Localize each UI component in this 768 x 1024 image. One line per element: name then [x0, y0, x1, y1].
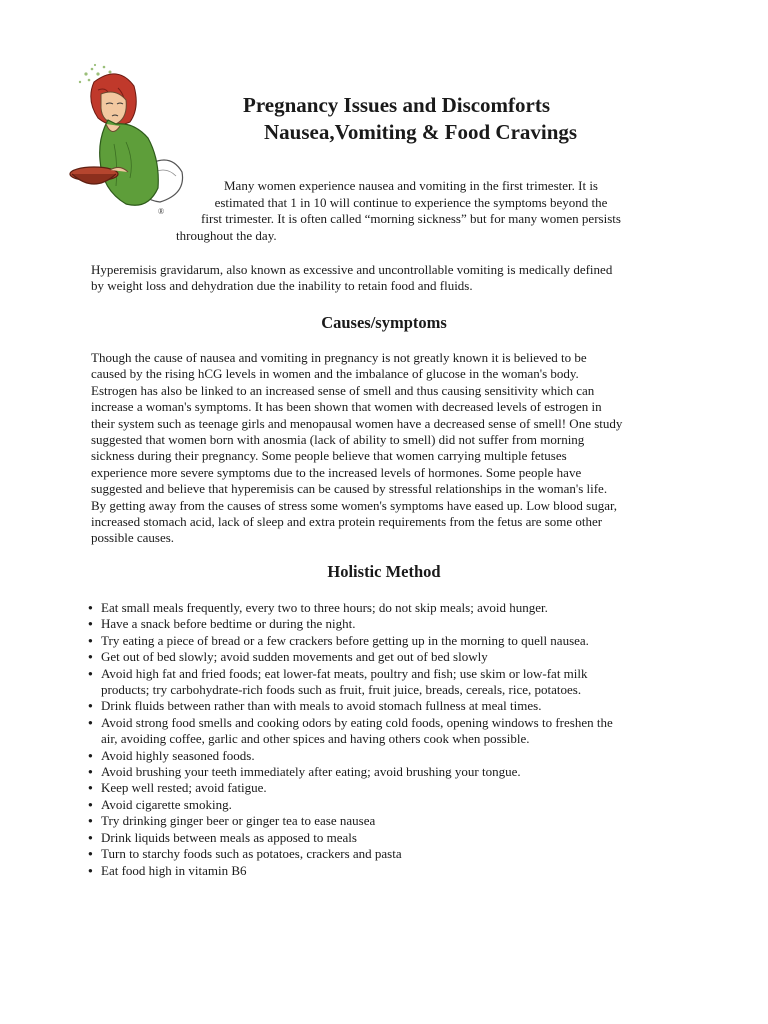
- remedy-line: ● Eat small meals frequently, every two to three hours; do not skip meals; avoid hunger.: [101, 600, 548, 615]
- intro-line: Many women experience nausea and vomiting in the first trimester. It is: [223, 178, 598, 193]
- causes-paragraph: [91, 350, 691, 547]
- remedy-item: [88, 846, 688, 862]
- remedy-line: ● Drink liquids between meals as apposed to meals: [101, 829, 357, 845]
- remedy-line: ● Get out of bed slowly; avoid sudden movements and get out of bed slowly: [101, 649, 488, 665]
- remedy-line: ● Try drinking ginger beer or ginger tea to ease nausea: [101, 813, 376, 829]
- paragraph-line: Estrogen has also be linked to an increased sense of smell and thus causing sensitivity which can: [91, 382, 595, 398]
- paragraph-line: by weight loss and dehydration due the inability to retain food and fluids.: [91, 278, 473, 294]
- remedy-line: ● Avoid highly seasoned foods.: [101, 747, 255, 763]
- remedy-item: [88, 797, 688, 813]
- remedy-item: [88, 666, 688, 699]
- paragraph-line: sickness during their pregnancy. Some people believe that women carrying multiple fetuses: [91, 448, 567, 464]
- remedy-item: [88, 616, 688, 632]
- intro-line: estimated that 1 in 10 will continue to experience the symptoms beyond the: [214, 194, 608, 210]
- remedy-item: [88, 698, 688, 714]
- remedy-item: [88, 600, 688, 616]
- paragraph-line: increased stomach acid, lack of sleep and extra protein requirements from the fetus are some other: [91, 514, 603, 530]
- paragraph-line: possible causes.: [91, 530, 175, 546]
- remedy-line: ● Eat food high in vitamin B6: [101, 862, 247, 878]
- paragraph-line: their system such as teenage girls and menopausal women have a decreased sense of smell! One study: [91, 415, 623, 431]
- remedy-line: ● Try eating a piece of bread or a few crackers before getting up in the morning to quell nausea.: [101, 632, 589, 648]
- intro-paragraph: [176, 178, 646, 244]
- remedy-item: [88, 649, 688, 665]
- remedy-item: [88, 830, 688, 846]
- remedy-line: ● Avoid high fat and fried foods; eat lower-fat meats, poultry and fish; use skim or low-fat milk: [101, 665, 588, 681]
- remedy-line: ● Avoid brushing your teeth immediately after eating; avoid brushing your tongue.: [101, 764, 521, 780]
- remedy-line: ● Avoid cigarette smoking.: [101, 796, 232, 812]
- remedy-item: [88, 780, 688, 796]
- remedy-item: [88, 633, 688, 649]
- remedy-line: ● Have a snack before bedtime or during the night.: [101, 616, 356, 632]
- intro-line: throughout the day.: [176, 227, 277, 243]
- remedy-line: ● Drink fluids between rather than with meals to avoid stomach fullness at meal times.: [101, 698, 542, 714]
- remedy-item: [88, 863, 688, 879]
- paragraph-line: Though the cause of nausea and vomiting in pregnancy is not greatly known it is believed to be: [91, 350, 587, 365]
- remedy-item: [88, 764, 688, 780]
- registered-mark: ®: [158, 207, 165, 216]
- paragraph-line: increase a woman's symptoms. It has been shown that women with decreased levels of estrogen in: [91, 399, 602, 415]
- causes-heading: Causes/symptoms: [321, 313, 447, 332]
- remedy-line: ● Turn to starchy foods such as potatoes, crackers and pasta: [101, 846, 402, 862]
- paragraph-line: suggested that women born with anosmia (lack of ability to smell) did not suffer from morning: [91, 432, 585, 448]
- remedy-item: [88, 715, 688, 748]
- paragraph-line: caused by the rising hCG levels in women and the imbalance of glucose in the woman's body.: [91, 366, 579, 382]
- remedies-list: [88, 600, 688, 879]
- remedy-line: air, avoiding coffee, garlic and other spices and having others cook when possible.: [101, 731, 530, 747]
- paragraph-line: suggested and believe that hyperemisis can be caused by stressful relationships in the woman's life.: [91, 481, 608, 497]
- remedy-item: [88, 813, 688, 829]
- paragraph-line: Hyperemisis gravidarum, also known as excessive and uncontrollable vomiting is medically defined: [91, 262, 613, 277]
- paragraph-line: experience more severe symptoms due to the increased levels of hormones. Some people have: [91, 464, 582, 480]
- remedy-line: ● Avoid strong food smells and cooking odors by eating cold foods, opening windows to freshen the: [101, 714, 613, 730]
- intro-line: first trimester. It is often called “morning sickness” but for many women persists: [201, 211, 621, 226]
- paragraph-line: By getting away from the causes of stress some women's symptoms have eased up. Low blood sugar,: [91, 497, 618, 513]
- hyperemesis-paragraph: [91, 262, 691, 295]
- remedy-line: ● Keep well rested; avoid fatigue.: [101, 780, 267, 796]
- page-subtitle: Nausea,Vomiting & Food Cravings: [264, 120, 578, 144]
- remedy-item: [88, 748, 688, 764]
- remedy-line: products; try carbohydrate-rich foods such as fruit, fruit juice, breads, cereals, rice, potatoes.: [101, 682, 582, 698]
- holistic-heading: Holistic Method: [327, 562, 441, 581]
- page-title: Pregnancy Issues and Discomforts: [243, 93, 551, 117]
